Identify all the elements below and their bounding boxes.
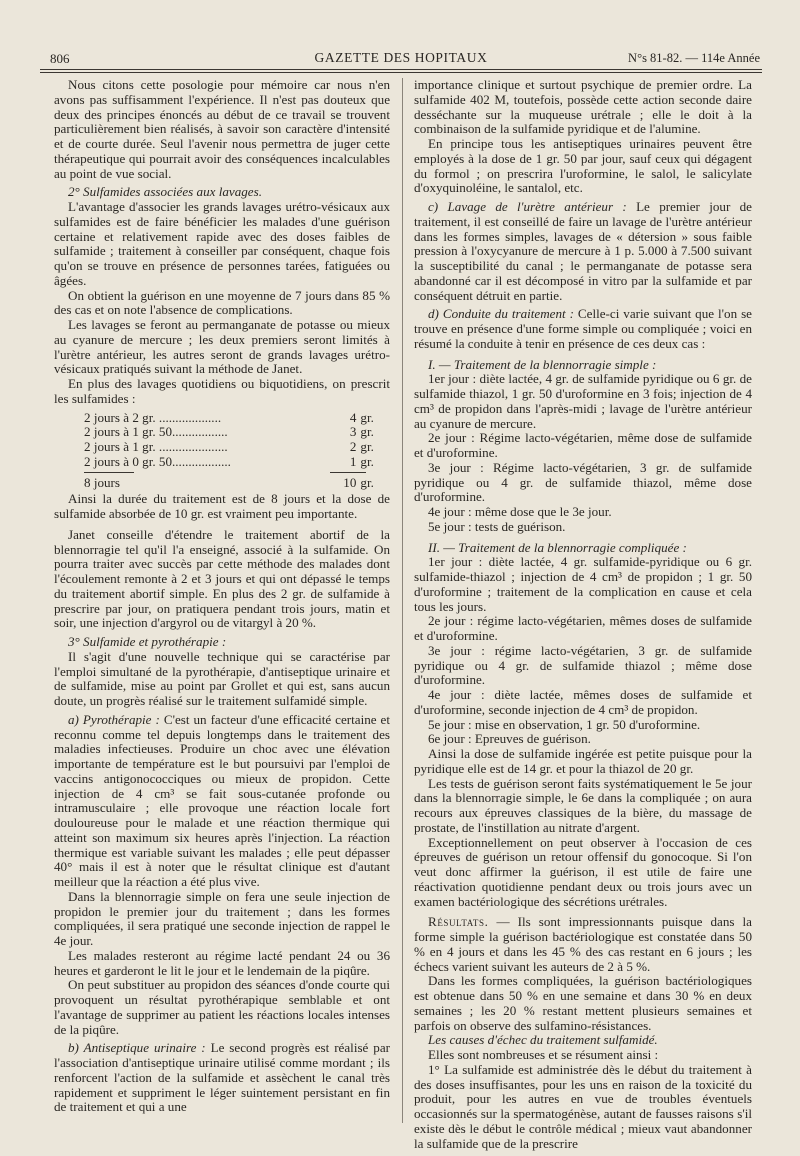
paragraph: L'avantage d'associer les grands lavages urétro-vésicaux aux sulfamides est de faire bénéficier les malades d'une guérison certaine et relativement rapide avec des doses faibles de sulfamide ; traitement à conseiller par conséquent, chaque fois qu'on se trouve en présence de personnes tarées, fatiguées ou âgées. xyxy=(54,199,390,288)
dose-value: 4 xyxy=(349,409,357,425)
results-heading: Résultats. xyxy=(428,914,489,930)
dose-value: 2 xyxy=(349,439,357,454)
protocol-step: 4e jour : diète lactée, mêmes doses de sulfamide et d'uroformine, seconde injection de 4 cm³ de propidon. xyxy=(414,687,752,717)
paragraph: Les tests de guérison seront faits systématiquement le 5e jour dans la blennorragie simple, le 6e dans la compliquée ; on aura recours aux épreuves classiques de la bière, du massage de prostate, de l'instillation au nitrate d'argent. xyxy=(414,775,752,835)
subsection-heading: b) Antiseptique urinaire : xyxy=(68,1040,206,1056)
dose-row xyxy=(54,440,390,455)
protocol-step: 2e jour : régime lacto-végétarien, mêmes doses de sulfamide et d'uroformine. xyxy=(414,613,752,643)
subsection-heading: c) Lavage de l'urètre antérieur : xyxy=(428,199,627,214)
dose-value: 3 xyxy=(349,424,357,440)
dose-row xyxy=(54,425,390,440)
protocol-step: 1er jour : diète lactée, 4 gr. sulfamide-pyridique ou 6 gr. sulfamide-thiazol ; injection de 4 cm³ de propidon ; 1 gr. 50 d'uroformine ; traitement de la complication en cause et cela tous les jours. xyxy=(414,554,752,614)
paragraph: On peut substituer au propidon des séances d'onde courte qui provoquent un résultat pyrothérapique semblable et ont l'avantage de supprimer au patient les réactions locales intenses de la piqûre. xyxy=(54,977,390,1037)
dose-row xyxy=(54,455,390,470)
paragraph: Ainsi la dose de sulfamide ingérée est petite puisque pour la pyridique elle est de 14 gr. et pour la thiazol de 20 gr. xyxy=(414,746,752,776)
paragraph: Janet conseille d'étendre le traitement abortif de la blennorragie tel qu'il l'a enseigné, associé à la sulfamide. On pourra traiter avec succès par cette méthode des malades dont l'écoulement remonte à 2 et 3 jours et qui ont dépassé le temps du traitement abortif simple. En plus des 2 gr. de sulfamide à prescrire par jour, on pratiquera pendant trois jours, matin et soir, une injection d'argyrol ou de vitargyl à 20 %. xyxy=(54,526,390,631)
protocol-step: 5e jour : mise en observation, 1 gr. 50 d'uroformine. xyxy=(428,716,701,732)
dose-unit: gr. xyxy=(360,439,374,454)
protocol-step: 2e jour : Régime lacto-végétarien, même dose de sulfamide et d'uroformine. xyxy=(414,430,752,460)
paragraph: Les malades resteront au régime lacté pendant 24 ou 36 heures et garderont le lit le jour et le lendemain de la piqûre. xyxy=(54,947,390,978)
dose-total-unit: gr. xyxy=(360,474,374,490)
protocol-step: 5e jour : tests de guérison. xyxy=(428,518,566,534)
right-column xyxy=(414,77,752,1151)
header-rule-thick xyxy=(40,69,762,70)
protocol-step: 3e jour : Régime lacto-végétarien, 3 gr. de sulfamide pyridique ou 4 gr. de sulfamide thiazol, même dose d'uroformine. xyxy=(414,459,752,505)
dose-label: 2 jours à 2 gr. ................... xyxy=(84,409,222,425)
section-heading: 3° Sulfamide et pyrothérapie : xyxy=(68,634,227,649)
page-number: 806 xyxy=(50,51,70,66)
dose-value: 1 xyxy=(349,453,357,469)
dose-label: 2 jours à 1 gr. 50................. xyxy=(84,424,228,440)
dose-unit: gr. xyxy=(360,424,374,440)
paragraph: Le second progrès est réalisé par l'association d'antiseptique urinaire utilisé comme mordant ; ils renforcent l'action de la sulfamide et assèchent le canal très rapidement et suppriment le léger suintement persistant en fin de traitement et qui a une xyxy=(54,1040,390,1115)
dose-row xyxy=(54,411,390,426)
protocol-step: 1er jour : diète lactée, 4 gr. de sulfamide pyridique ou 6 gr. de sulfamide thiazol, 1 gr. 50 d'uroformine en 3 fois; injection de 4 cm³ de propidon dans l'après-midi ; lavage de l'urètre antérieur au cyanure de mercure. xyxy=(414,371,752,431)
paragraph: Nous citons cette posologie pour mémoire car nous n'en avons pas suffisamment l'expérience. Il n'est pas douteux que deux des principes énoncés au début de ce travail se trouvent particulièrement bien réalisés, à savoir son caractère d'intensité et de courte durée. Seul l'avenir nous permettra de juger cette thérapeutique qui pourrait avoir des conséquences incalculables au point de vue social. xyxy=(54,77,390,181)
page-header xyxy=(40,49,762,71)
paragraph: Dans les formes compliquées, la guérison bactériologiques est obtenue dans 50 % en une semaine et dans 30 % en deux semaines ; les 20 % restant mettent plusieurs semaines et parfois on observe des sulfamino-résistances. xyxy=(414,973,752,1033)
dose-label: 2 jours à 1 gr. ..................... xyxy=(84,439,228,454)
paragraph: Exceptionnellement on peut observer à l'occasion de ces épreuves de guérison un retour offensif du gonocoque. Si l'on veut donc affirmer la guérison, il est utile de faire une réactivation quotidienne pendant deux ou trois jours avec un examen bactériologique des sécrétions urétrales. xyxy=(414,834,752,909)
paragraph: En plus des lavages quotidiens ou biquotidiens, on prescrit les sulfamides : xyxy=(54,376,390,406)
paragraph: Les lavages se feront au permanganate de potasse ou mieux au cyanure de mercure ; les deux premiers seront limités à l'urètre antérieur, les autres seront de grands lavages urétro-vésicaux pratiqués suivant la méthode de Janet. xyxy=(54,317,390,377)
dose-label: 2 jours à 0 gr. 50.................. xyxy=(84,453,231,469)
journal-title: GAZETTE DES HOPITAUX xyxy=(314,50,488,65)
subsection-heading: d) Conduite du traitement : xyxy=(428,306,574,322)
section-heading: 2° Sulfamides associées aux lavages. xyxy=(68,184,262,200)
dose-table xyxy=(54,411,390,491)
subsection-heading: a) Pyrothérapie : xyxy=(68,711,160,727)
protocol-step: 3e jour : régime lacto-végétarien, 3 gr. de sulfamide pyridique ou 4 gr. de sulfamide thiazol ; même dose d'uroformine. xyxy=(414,642,752,688)
protocol-step: 6e jour : Epreuves de guérison. xyxy=(428,731,591,747)
paragraph: Elles sont nombreuses et se résument ainsi : xyxy=(428,1047,659,1062)
header-rule-thin xyxy=(40,72,762,73)
paragraph: C'est un facteur d'une efficacité certaine et reconnu comme tel depuis longtemps dans le traitement des maladies infectieuses. Produire un choc avec une élévation importante de température est le but poursuivi par l'emploi de vaccins antigonococciques ou mieux de propidon. Cette injection de 4 cm³ se fait sous-cutanée profonde ou intramusculaire ; elle provoque une réaction locale fort douloureuse pour le malade et une réaction thermique qui atteint son maximum six heures après l'injection. La réaction thermique est variable suivant les malades ; elle peut dépasser 40° mais il est à noter que le résultat clinique est d'autant meilleur que la réaction a été plus vive. xyxy=(54,711,391,889)
dose-total-value: 10 xyxy=(343,474,357,490)
issue-number: N°s 81-82. — 114e Année xyxy=(628,51,760,65)
paragraph: Dans la blennorragie simple on fera une seule injection de propidon le premier jour du traitement ; dans les formes compliquées, il sera pratiqué une seconde injection de rappel le 4e jour. xyxy=(54,888,390,948)
paragraph: On obtient la guérison en une moyenne de 7 jours dans 85 % des cas et on note l'absence de complications. xyxy=(54,287,390,318)
dose-total-label: 8 jours xyxy=(84,474,121,490)
paragraph: Le premier jour de traitement, il est conseillé de faire un lavage de l'urètre antérieur dans les formes simples, lavages de « détersion » sous faible pression à l'oxycyanure de mercure à 1 p. 5.000 à 7.500 suivant la susceptibilité du canal ; le permanganate de potasse sera abandonné car il est décomposé in vitro par la sulfamide et par conséquent détruit en partie. xyxy=(414,199,752,303)
paragraph: Il s'agit d'une nouvelle technique qui se caractérise par l'emploi simultané de la pyrothérapie, d'antiseptique urinaire et de sulfamide, mise au point par Grollet et qui est, sans aucun doute, un progrès réalisé sur le traitement sulfamidé simple. xyxy=(54,648,390,708)
column-divider xyxy=(402,78,403,1123)
paragraph: — Ils sont impressionnants puisque dans la forme simple la guérison bactériologique est constatée dans 50 % en 4 jours et dans les 45 % des cas restant en 6 jours ; les échecs varient suivant les auteurs de 2 à 5 %. xyxy=(414,914,752,974)
left-column xyxy=(54,78,390,1128)
paragraph: importance clinique et surtout psychique de premier ordre. La sulfamide 402 M, toutefois, possède cette action seconde daire desséchante sur la muqueuse urétrale ; elle le doit à la combinaison de la sulfamide pyridique et de l'alumine. xyxy=(414,77,752,137)
section-heading: I. — Traitement de la blennorragie simple : xyxy=(428,356,657,372)
paragraph: En principe tous les antiseptiques urinaires peuvent être employés à la dose de 1 gr. 50 par jour, sauf ceux qui dégagent du formol ; on prescrira l'uroformine, le salol, le salicylate d'oxyquinoléine, le santalol, etc. xyxy=(414,136,752,196)
paragraph: 1° La sulfamide est administrée dès le début du traitement à des doses insuffisantes, pour les uns en raison de la toxicité du produit, pour les autres en vue de troubles éventuels occasionnés sur la spermatogénèse, autant de fausses raisons s'il existe dès le début le contrôle médical ; mieux vaut abandonner la sulfamide que de la prescrire xyxy=(414,1061,752,1151)
dose-unit: gr. xyxy=(360,453,374,469)
section-heading: II. — Traitement de la blennorragie compliquée : xyxy=(428,539,687,555)
dose-unit: gr. xyxy=(360,409,374,425)
dose-total-row xyxy=(54,476,390,491)
protocol-step: 4e jour : même dose que le 3e jour. xyxy=(428,504,612,519)
section-heading: Les causes d'échec du traitement sulfamidé. xyxy=(428,1032,658,1048)
paragraph: Celle-ci varie suivant que l'on se trouve en présence d'une forme simple ou compliquée ; voici en résumé la conduite à tenir en présence de ces deux cas : xyxy=(414,306,752,351)
paragraph: Ainsi la durée du traitement est de 8 jours et la dose de sulfamide absorbée de 10 gr. est vraiment peu importante. xyxy=(54,491,390,521)
